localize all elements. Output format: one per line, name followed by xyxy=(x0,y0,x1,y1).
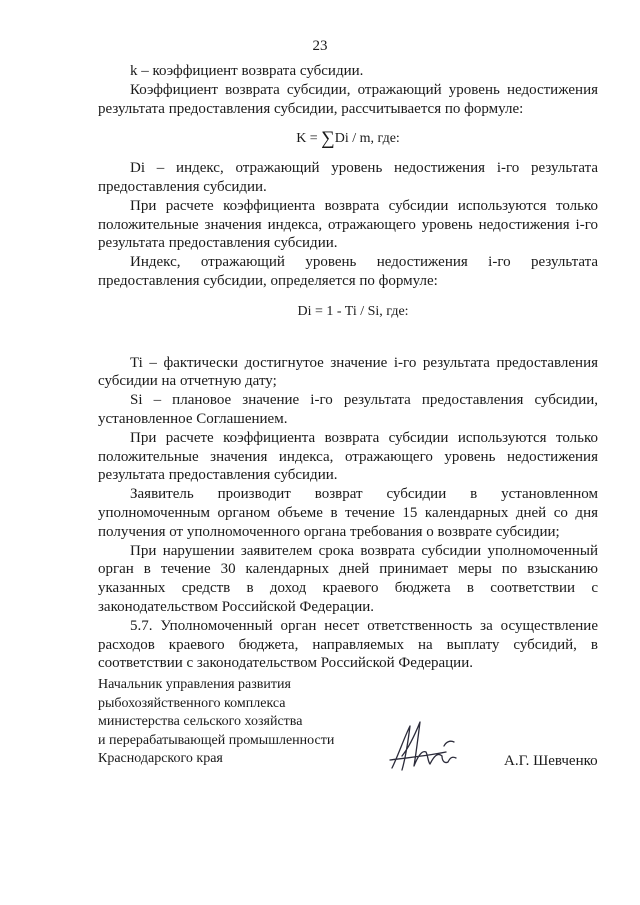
signatory-position-line: рыбохозяйственного комплекса xyxy=(98,695,286,711)
paragraph-k-definition: k – коэффициент возврата субсидии. xyxy=(130,63,364,79)
paragraph-positive-values-1: При расчете коэффициента возврата субсидии используются только положительные значения индекса, отражающего уровень недостижения i-го результата предоставления субсидии. xyxy=(98,197,598,252)
paragraph-positive-values-2: При расчете коэффициента возврата субсидии используются только положительные значения индекса, отражающего уровень недостижения результата предоставления субсидии. xyxy=(98,429,598,484)
paragraph-responsibility: 5.7. Уполномоченный орган несет ответственность за осуществление расходов краевого бюджета, направляемых на выплату субсидий, в соответствии с законодательством Российской Федерации. xyxy=(98,617,598,672)
document-body xyxy=(98,62,598,673)
formula-k xyxy=(98,130,598,149)
paragraph-violation: При нарушении заявителем срока возврата субсидии уполномоченный орган в течение 30 календарных дней принимает меры по взысканию указанных средств в доход краевого бюджета в соответствии с законодательством Российской Федерации. xyxy=(98,542,598,615)
paragraph-di-formula-intro: Индекс, отражающий уровень недостижения i-го результата предоставления субсидии, определяется по формуле: xyxy=(98,254,598,289)
signatory-name: А.Г. Шевченко xyxy=(504,753,598,769)
paragraph-di-definition: Di – индекс, отражающий уровень недостижения i-го результата предоставления субсидии. xyxy=(98,160,598,195)
sum-sign: ∑ xyxy=(321,128,335,150)
paragraph-k-formula-intro: Коэффициент возврата субсидии, отражающий уровень недостижения результата предоставления субсидии, рассчитывается по формуле: xyxy=(98,81,598,117)
formula-k-right: Di / m, где: xyxy=(334,131,400,147)
signatory-position-line: Начальник управления развития xyxy=(98,677,291,692)
paragraph-si-definition: Si – плановое значение i-го результата предоставления субсидии, установленное Соглашением. xyxy=(98,392,598,427)
formula-k-left: K = xyxy=(296,131,322,147)
signatory-position-line: Краснодарского края xyxy=(98,751,223,766)
paragraph-refund-term: Заявитель производит возврат субсидии в установленном уполномоченным органом объеме в течение 15 календарных дней со дня получения от уполномоченного органа требования о возврате субсидии; xyxy=(98,486,598,540)
formula-di: Di = 1 - Ti / Si, где: xyxy=(297,303,409,319)
handwritten-signature xyxy=(386,716,476,776)
page-number: 23 xyxy=(312,38,328,54)
signatory-position-line: министерства сельского хозяйства xyxy=(98,714,303,729)
paragraph-ti-definition: Ti – фактически достигнутое значение i-го результата предоставления субсидии на отчетную дату; xyxy=(98,354,598,390)
signatory-position-line: и перерабатывающей промышленности xyxy=(98,732,335,748)
signatory-position xyxy=(98,676,334,769)
